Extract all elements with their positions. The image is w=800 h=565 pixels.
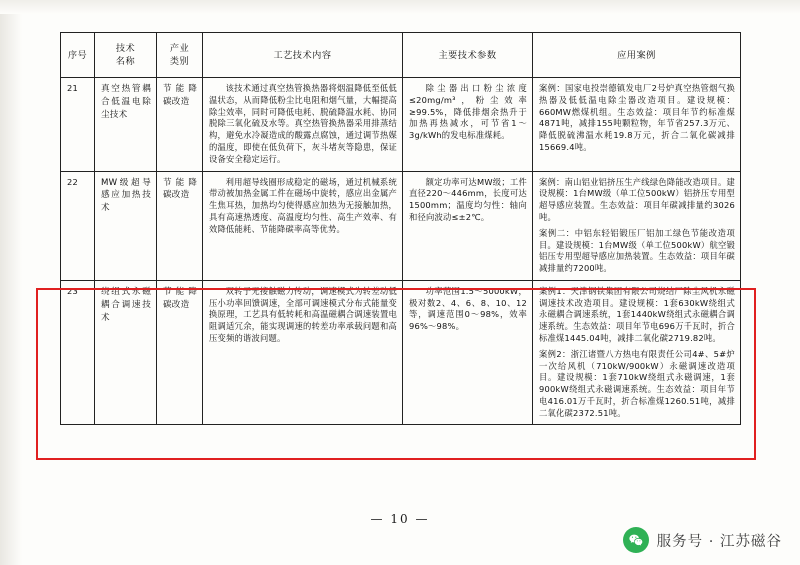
row-case-item: 案例：南山铝业铝挤压生产线绿色降能改造项目。建设规模：1台MW级（单工位500kW）铝挤压专用型超导感应装置。生态效益：项目年碳减排量约3026吨。	[539, 176, 735, 222]
row-case-item: 案例二：中铝东轻铝锻压厂铝加工绿色节能改造项目。建设规模：1台MW级（单工位500kW）航空锻铝压专用型超导感应加热装置。生态效益：项目年碳减排量约7200吨。	[539, 227, 735, 274]
row-process-text: 利用超导线圈形成稳定的磁场，通过机械系统带动被加热金属工件在磁场中旋转，感应出金属产生焦耳热，加热均匀使得感应加热为无接触加热，具有高速热透度、高温度均匀性、高生产效率、有效降低能耗、节能降碳率高等优势。	[209, 176, 397, 234]
table-row	[61, 171, 741, 280]
column-header-category-line2: 类别	[169, 56, 190, 68]
row-params	[403, 78, 533, 171]
table-row	[61, 78, 741, 171]
column-header-tech-name-line2: 名称	[115, 56, 136, 68]
table-row-highlighted	[61, 280, 741, 425]
row-case-item: 案例2：浙江诸暨八方热电有限责任公司4#、5#炉一次给风机（710kW/900kW）永磁调速改造项目。建设规模：1套710kW绕组式永磁调速，1套900kW绕组式永磁调速系统。生态效益：项目年节电416.01万千瓦时，折合标准煤1260.51吨，减排二氧化碳2372.51吨。	[539, 348, 735, 418]
row-process-text: 双转子无接触磁力传动，调速模式为转差动低压小功率回馈调速，全部可调速模式分布式能量变换原理，工艺具有低转耗和高温磁耦合调速装置电阻调适冗余，能实现调速的转差功率承载问题和高压变频的谐波问题。	[209, 285, 397, 343]
row-case-item: 案例：国家电投崇德镇发电厂2号炉真空热管烟气换热器及低低温电除尘器改造项目。建设规模：660MW燃煤机组。生态效益：项目年节约标准煤4871吨，减排155吨颗粒物，年节省257.3万元、降低脱硫沸温水耗19.8万元，折合二氧化碳减排15669.4吨。	[539, 83, 735, 153]
scan-edge-top	[0, 0, 800, 14]
row-seq: 21	[61, 78, 95, 171]
column-header-seq: 序号	[61, 33, 95, 78]
column-header-process: 工艺技术内容	[203, 33, 403, 78]
column-header-cases: 应用案例	[533, 33, 741, 78]
column-header-category	[157, 33, 203, 78]
row-cases	[533, 78, 741, 171]
row-process	[203, 280, 403, 425]
wechat-account-name: 服务号 · 江苏磁谷	[656, 533, 782, 550]
column-header-params: 主要技术参数	[403, 33, 533, 78]
row-tech-name: MW级超导感应加热技术	[95, 171, 157, 280]
page-number: — 10 —	[370, 512, 430, 526]
row-seq: 22	[61, 171, 95, 280]
wechat-icon	[623, 527, 649, 553]
row-seq: 23	[61, 280, 95, 425]
row-process	[203, 171, 403, 280]
table-header-row	[61, 33, 741, 78]
row-tech-name: 绕组式永磁耦合调速技术	[95, 280, 157, 425]
technology-catalog-table	[60, 32, 741, 425]
wechat-account-badge	[623, 527, 782, 553]
row-process-text: 该技术通过真空热管换热器将烟温降低至低低温状态，从而降低粉尘比电阻和烟气量，大幅提高除尘效率，同时可降低电耗、脱硫降温水耗、协同脱除三氧化硫及水等。真空热管换热器采用排蒸结构，避免水冷凝造成的酸露点腐蚀，通过调节热媒的温度，即使在低负荷下，灰斗堵灰等隐患，保证设备安全稳定运行。	[209, 83, 397, 164]
column-header-category-line1: 产业	[169, 43, 190, 54]
row-params	[403, 280, 533, 425]
row-params-text: 额定功率可达MW级；工件直径220～446mm，长度可达1500mm；温度均匀性：轴向和径向波动≤±2℃。	[409, 176, 527, 222]
column-header-tech-name	[95, 33, 157, 78]
row-category: 节能降碳改造	[157, 78, 203, 171]
row-tech-name: 真空热管耦合低温电除尘技术	[95, 78, 157, 171]
row-cases	[533, 171, 741, 280]
column-header-tech-name-line1: 技术	[115, 43, 136, 54]
row-category: 节能降碳改造	[157, 171, 203, 280]
row-process	[203, 78, 403, 171]
row-params-text: 功率范围1.5～5000kW，极对数2、4、6、8、10、12等，调速范围0～98%，效率96%～98%。	[409, 285, 527, 332]
row-cases	[533, 280, 741, 425]
scan-edge-left	[0, 0, 22, 565]
row-params-text: 除尘器出口粉尘浓度≤20mg/m³，粉尘效率≥99.5%，降低排烟余热升于加热再热减水，可节省1～3g/kWh的发电标准煤耗。	[409, 83, 527, 141]
row-params	[403, 171, 533, 280]
row-category: 节能降碳改造	[157, 280, 203, 425]
row-case-item: 案例1：天津钢铁集团有限公司烧结厂除尘风机永磁调速技术改造项目。建设规模：1套630kW绕组式永磁耦合调速系统，1套1440kW绕组式永磁耦合调速系统。生态效益：项目年节电696万千瓦时，折合标准煤1445.04吨，减排二氧化碳2719.82吨。	[539, 285, 735, 343]
